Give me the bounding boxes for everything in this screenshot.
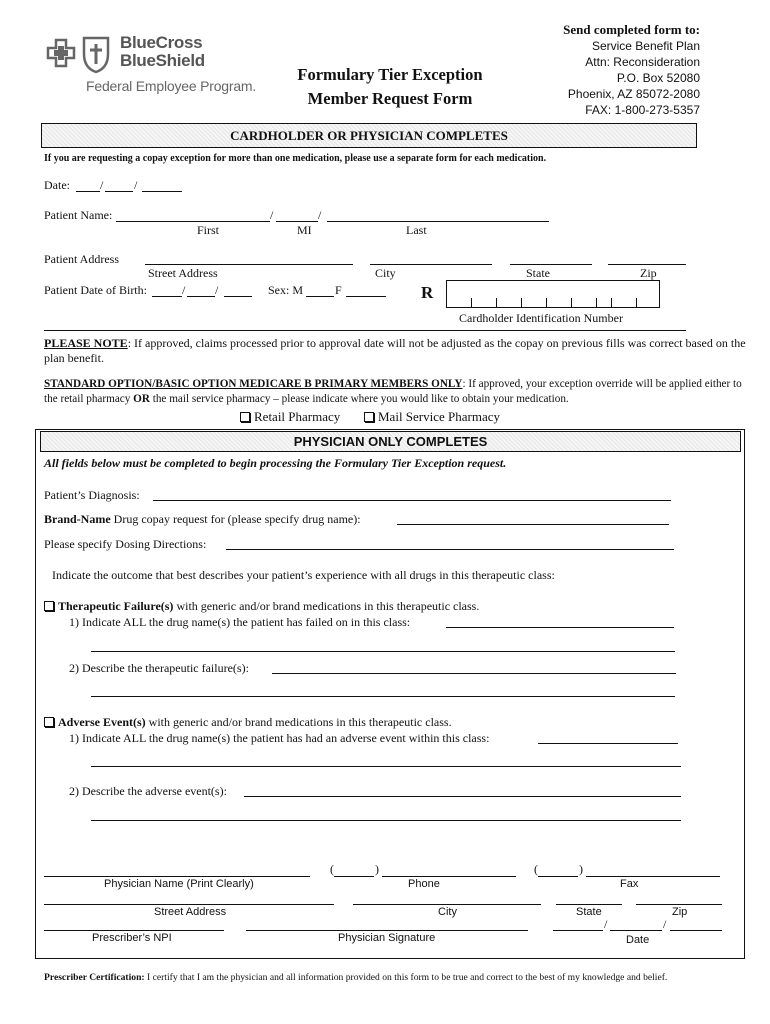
patient-first-name-field[interactable] (116, 221, 270, 222)
physician-signature-field[interactable] (246, 930, 528, 931)
dosing-field[interactable] (226, 549, 674, 550)
brand-name-label: Brand-Name Drug copay request for (please specify drug name): (44, 512, 361, 526)
zip-caption: Zip (640, 266, 657, 280)
first-caption: First (197, 223, 220, 237)
date-caption: Date (626, 934, 650, 946)
mail-service-option[interactable]: Mail Service Pharmacy (364, 409, 500, 425)
physician-instruction: All fields below must be completed to begin processing the Formulary Tier Exception request. (44, 456, 507, 470)
date-month-field[interactable] (76, 191, 100, 192)
zip-caption-2: Zip (672, 906, 688, 918)
street-caption: Street Address (148, 266, 218, 280)
bcbs-logo (44, 30, 284, 100)
retail-pharmacy-option[interactable]: Retail Pharmacy (240, 409, 340, 425)
ae-drug-names-field-2[interactable] (91, 766, 681, 767)
dob-day-field[interactable] (187, 296, 215, 297)
cardholder-id-caption: Cardholder Identification Number (459, 311, 623, 325)
id-prefix: R (421, 283, 434, 302)
date-label: Date: (44, 178, 70, 192)
phone-caption: Phone (408, 878, 440, 890)
patient-last-name-field[interactable] (327, 221, 549, 222)
state-caption-2: State (576, 906, 602, 918)
street-address-caption: Street Address (154, 906, 227, 918)
signature-caption: Physician Signature (338, 932, 436, 944)
ae-drug-names-field[interactable] (538, 743, 678, 744)
brand-name-field[interactable] (397, 524, 669, 525)
tf-question-2: 2) Describe the therapeutic failure(s): (69, 661, 249, 675)
patient-mi-field[interactable] (276, 221, 318, 222)
sig-date-year-field[interactable] (670, 930, 722, 931)
state-field[interactable] (510, 264, 592, 265)
city-caption-2: City (438, 906, 457, 918)
physician-city-field[interactable] (353, 904, 541, 905)
dosing-label: Please specify Dosing Directions: (44, 537, 207, 551)
diagnosis-label: Patient’s Diagnosis: (44, 488, 140, 502)
fax-caption: Fax (620, 878, 639, 890)
sex-label: Sex: M (268, 283, 304, 297)
adverse-event-checkbox[interactable] (44, 717, 54, 727)
dob-year-field[interactable] (224, 296, 252, 297)
street-address-field[interactable] (145, 264, 353, 265)
tf-describe-field-2[interactable] (91, 696, 675, 697)
physician-street-field[interactable] (44, 904, 334, 905)
ae-question-2: 2) Describe the adverse event(s): (69, 784, 227, 798)
tf-drug-names-field[interactable] (446, 627, 674, 628)
send-to-address: Send completed form to: Service Benefit Plan Attn: Reconsideration P.O. Box 52080 Phoenix, AZ 85072-2080 FAX: 1-800-273-5357 (563, 22, 700, 117)
state-caption: State (526, 266, 550, 280)
physician-zip-field[interactable] (636, 904, 722, 905)
tf-question-1: 1) Indicate ALL the drug name(s) the patient has failed on in this class: (69, 615, 411, 629)
standard-option-note: STANDARD OPTION/BASIC OPTION MEDICARE B PRIMARY MEMBERS ONLY: If approved, your exception override will be applied either to the retail pharmacy OR the mail service pharmacy – please indicate where you would like to obtain your medication. (44, 378, 742, 405)
physician-name-field[interactable] (44, 876, 310, 877)
tf-drug-names-field-2[interactable] (91, 651, 675, 652)
cardholder-id-field[interactable] (446, 280, 660, 308)
sig-date-month-field[interactable] (553, 930, 603, 931)
logo-wordmark: BlueCross BlueShield (120, 33, 205, 70)
city-caption: City (375, 266, 396, 280)
form-title: Formulary Tier Exception Member Request Form (297, 65, 483, 108)
npi-field[interactable] (44, 930, 224, 931)
ae-describe-field-2[interactable] (91, 820, 681, 821)
ae-describe-field[interactable] (244, 796, 681, 797)
patient-address-label: Patient Address (44, 252, 119, 266)
adverse-event-option[interactable]: Adverse Event(s) with generic and/or brand medications in this therapeutic class. (44, 715, 452, 730)
cardholder-section-title: CARDHOLDER OR PHYSICIAN COMPLETES (41, 123, 697, 148)
mi-caption: MI (297, 223, 312, 237)
divider (44, 330, 686, 331)
date-year-field[interactable] (142, 191, 182, 192)
npi-caption: Prescriber’s NPI (92, 932, 172, 944)
last-caption: Last (406, 223, 427, 237)
ae-question-1: 1) Indicate ALL the drug name(s) the patient has had an adverse event within this class: (69, 731, 490, 745)
sig-date-day-field[interactable] (610, 930, 662, 931)
sex-f-label: F (335, 283, 342, 297)
therapeutic-failure-option[interactable]: Therapeutic Failure(s) with generic and/or brand medications in this therapeutic class. (44, 599, 479, 614)
retail-pharmacy-checkbox[interactable] (240, 412, 250, 422)
multi-medication-instruction: If you are requesting a copay exception for more than one medication, please use a separate form for each medication. (44, 153, 547, 164)
prescriber-certification: Prescriber Certification: I certify that I am the physician and all information provided on this form to be true and correct to the best of my knowledge and belief. (44, 972, 668, 983)
physician-section-title: PHYSICIAN ONLY COMPLETES (40, 431, 741, 452)
diagnosis-field[interactable] (153, 500, 671, 501)
phone-area-code-field[interactable] (334, 876, 374, 877)
please-note: PLEASE NOTE: If approved, claims processed prior to approval date will not be adjusted as the copay on previous fills was correct based on the plan benefit. (44, 336, 746, 365)
therapeutic-failure-checkbox[interactable] (44, 601, 54, 611)
fax-area-code-field[interactable] (538, 876, 578, 877)
phone-field[interactable] (382, 876, 516, 877)
dob-month-field[interactable] (152, 296, 182, 297)
patient-name-label: Patient Name: (44, 208, 113, 222)
zip-field[interactable] (608, 264, 686, 265)
physician-name-caption: Physician Name (Print Clearly) (104, 878, 254, 890)
city-field[interactable] (370, 264, 492, 265)
logo-program-name: Federal Employee Program. (86, 78, 257, 94)
date-day-field[interactable] (105, 191, 133, 192)
sex-m-field[interactable] (306, 296, 334, 297)
fax-field[interactable] (586, 876, 720, 877)
tf-describe-field[interactable] (272, 673, 676, 674)
sex-f-field[interactable] (346, 296, 386, 297)
outcome-prompt: Indicate the outcome that best describes your patient’s experience with all drugs in this therapeutic class: (52, 568, 555, 582)
mail-service-checkbox[interactable] (364, 412, 374, 422)
cross-shield-icon (44, 34, 116, 74)
dob-label: Patient Date of Birth: (44, 283, 147, 297)
physician-state-field[interactable] (556, 904, 622, 905)
